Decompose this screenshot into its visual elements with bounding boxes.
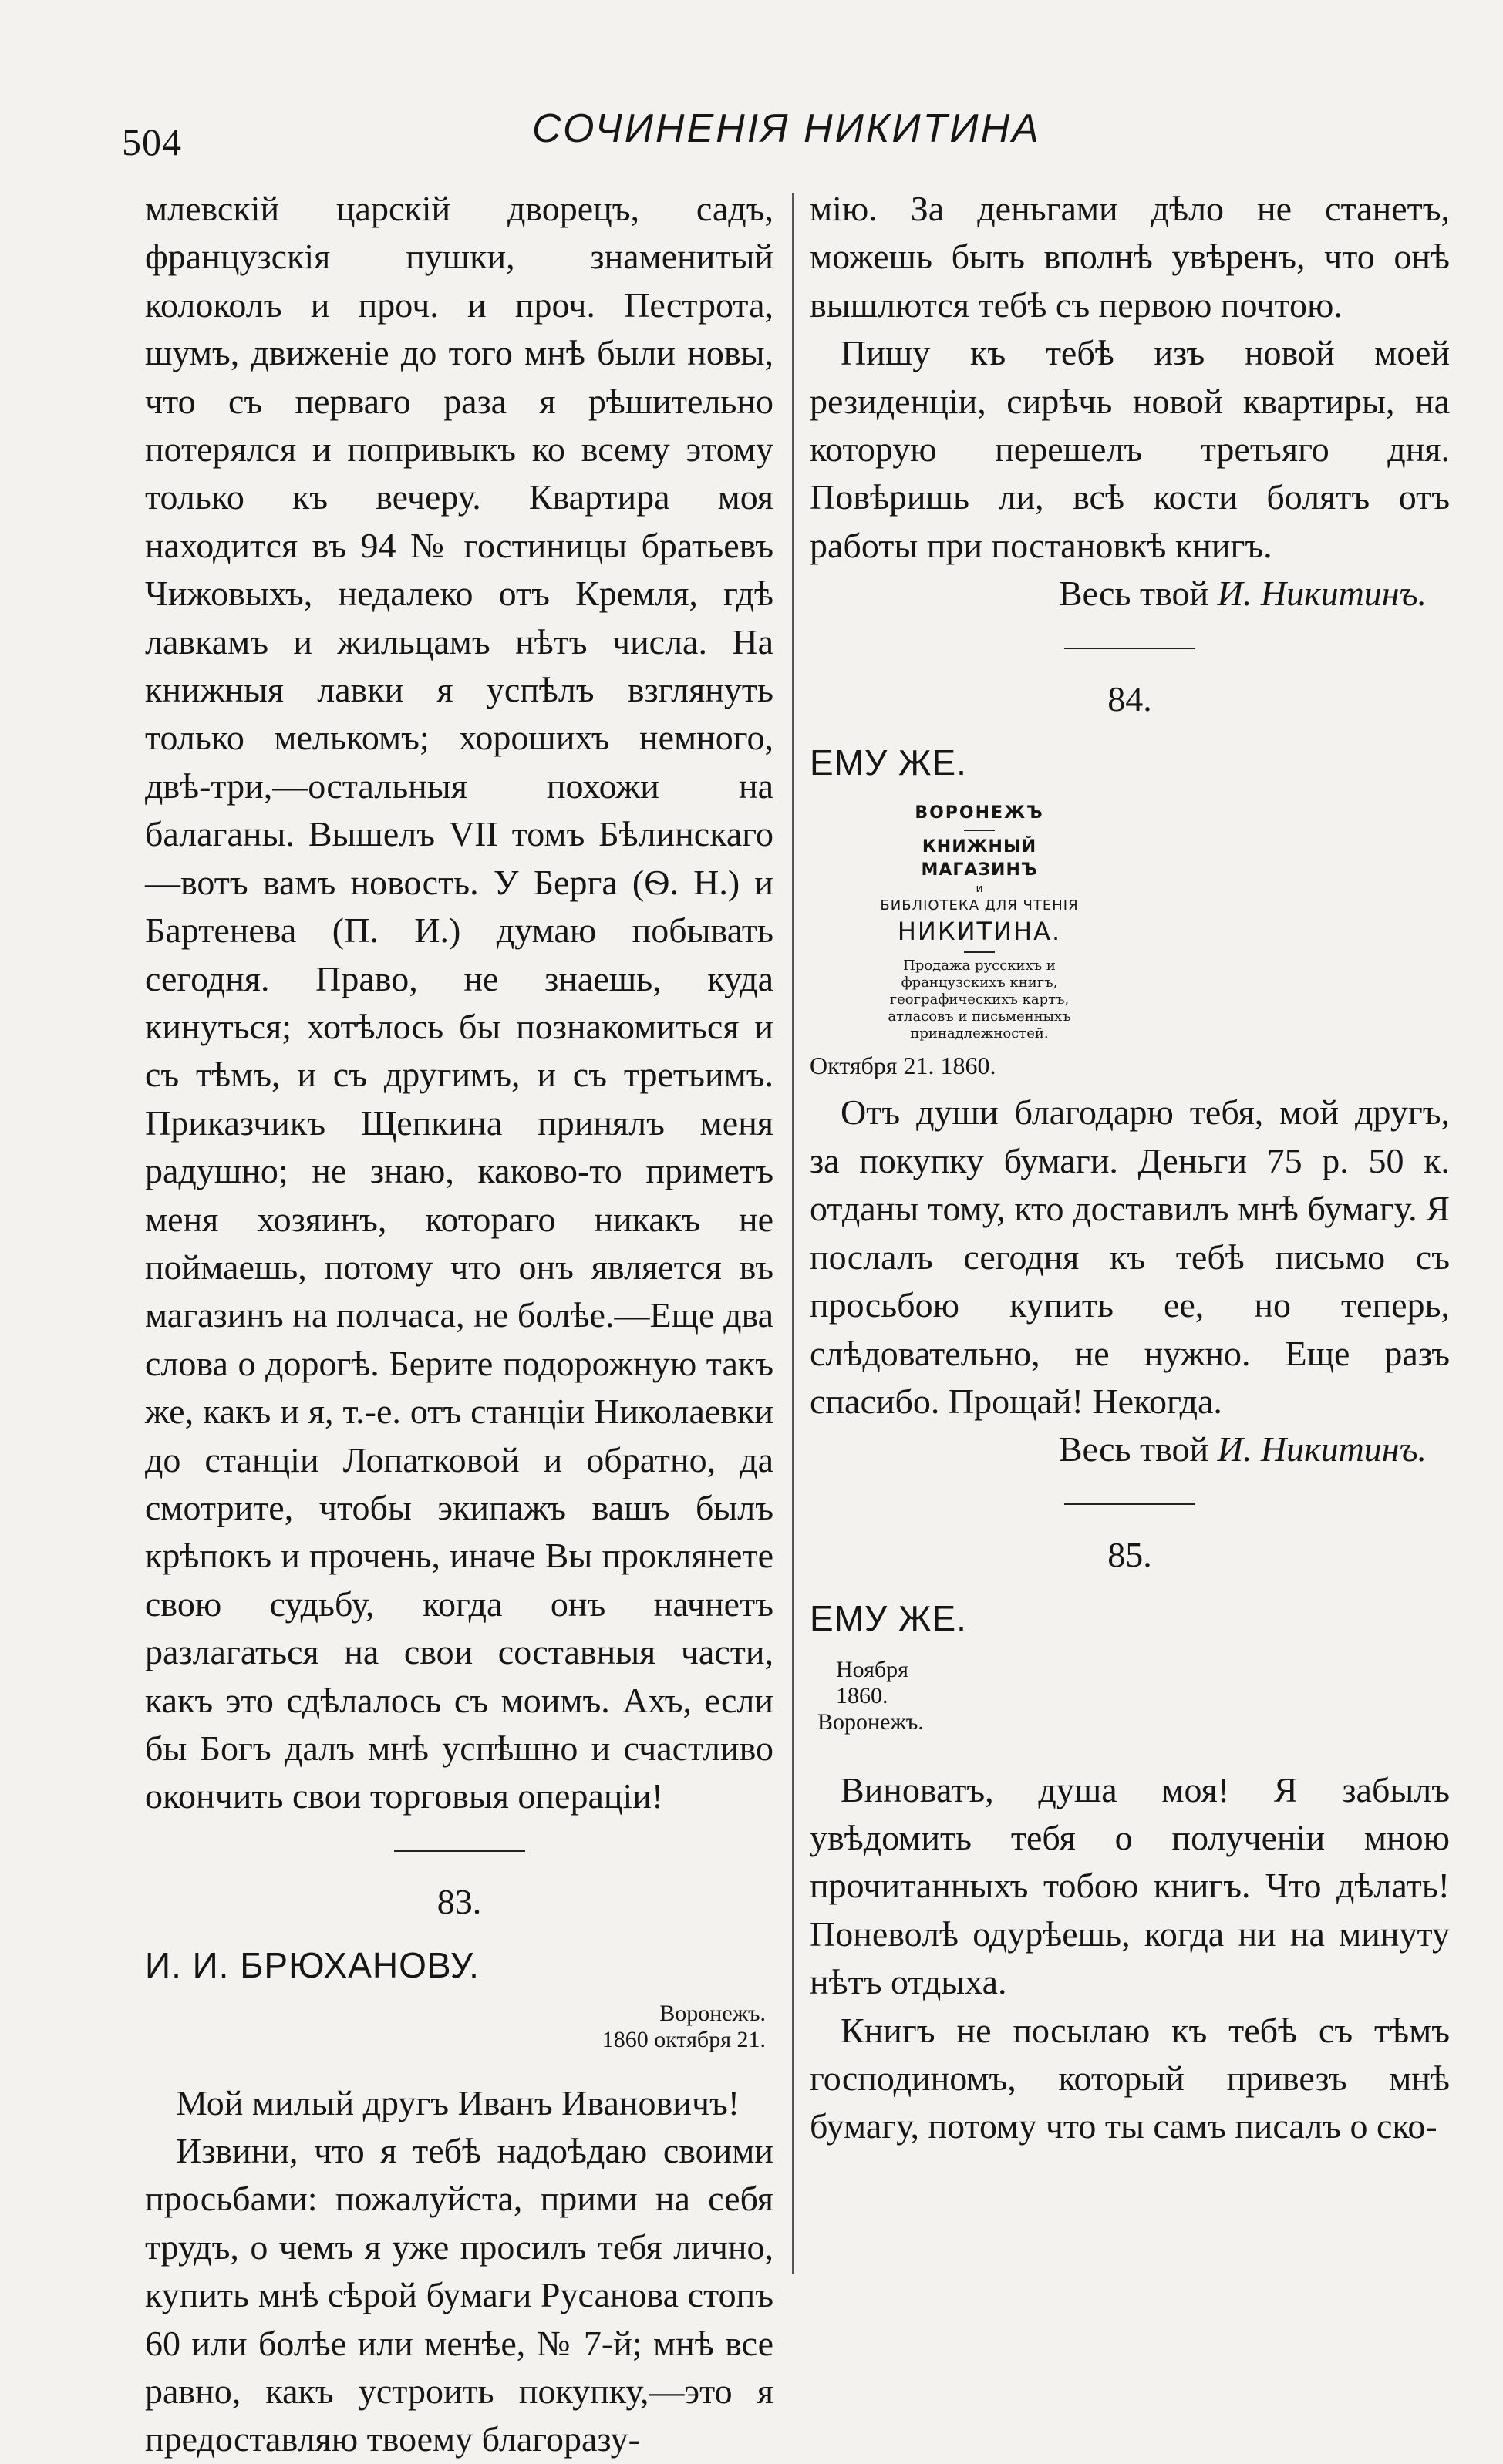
letterhead-rule [964, 951, 995, 953]
right-column [810, 185, 1450, 2151]
letter-82-paragraph: Пишу къ тебѣ изъ новой моей резиденціи, сирѣчь новой квартиры, на которую перешелъ третьяго дня. Повѣришь ли, всѣ кости болятъ отъ работы при постановкѣ книгъ. [810, 333, 1450, 565]
letterhead-shop: КНИЖНЫЙ МАГАЗИНЪ [921, 837, 1038, 880]
signature-name: И. Никитинъ. [1217, 1429, 1427, 1469]
letter-83-place: Воронежъ. [659, 2000, 766, 2026]
letterhead-and: и [976, 883, 983, 896]
signature [810, 570, 1450, 618]
running-header [0, 96, 1503, 163]
letterhead-owner: НИКИТИНА. [897, 917, 1062, 947]
continued-letter-paragraph: млевскій царскій дворецъ, садъ, французскія пушки, знаменитый колоколъ и проч. и проч. Пестрота, шумъ, движеніе до того мнѣ были новы, что съ перваго раза я рѣшительно потерялся и попривыкъ ко всему этому только къ вечеру. Квартира моя находится въ 94 № гостиницы братьевъ Чижовыхъ, недалеко отъ Кремля, гдѣ лавкамъ и жильцамъ нѣтъ числа. На книжныя лавки я успѣлъ взглянуть только мелькомъ; хорошихъ немного, двѣ-три,—остальныя похожи на балаганы. Вышелъ VII томъ Бѣлинскаго—вотъ вамъ новость. У Берга (Ѳ. Н.) и Бартенева (П. И.) думаю побывать сегодня. Право, не знаешь, куда кинуться; хотѣлось бы познакомиться и съ тѣмъ, и съ другимъ, и съ третьимъ. Приказчикъ Щепкина принялъ меня радушно; не знаю, каково-то приметъ меня хозяинъ, котораго никакъ не поймаешь, потому что онъ является въ магазинъ на полчаса, не болѣе.—Еще два слова о дорогѣ. Берите подорожную такъ же, какъ и я, т.-е. отъ станціи Николаевки до станціи Лопатковой и обратно, да смотрите, чтобы экипажъ вашъ былъ крѣпокъ и прочень, иначе Вы проклянете свою судьбу, когда онъ начнетъ разлагаться на свои составныя части, какъ это сдѣлалось съ моимъ. Ахъ, если бы Богъ далъ мнѣ успѣшно и счастливо окончить свои торговыя операціи! [145, 189, 773, 1816]
letter-number-84: 84. [1107, 678, 1152, 719]
letter-85-year: 1860. [836, 1682, 888, 1708]
letter-82-ending: мію. За деньгами дѣло не станетъ, можешь быть вполнѣ увѣренъ, что онѣ вышлются тебѣ съ первою почтою. [810, 189, 1450, 325]
letter-85-paragraph-1: Виноватъ, душа моя! Я забылъ увѣдомить тебя о полученіи мною прочитанныхъ тобою книгъ. Что дѣлать! Поневолѣ одурѣешь, когда ни на минуту нѣтъ отдыха. [810, 1769, 1450, 2002]
letter-number-85: 85. [1107, 1534, 1152, 1574]
section-divider [394, 1850, 525, 1852]
running-title: СОЧИНЕНІЯ НИКИТИНА [532, 106, 1041, 151]
letter-84-addressee: ЕМУ ЖЕ. [810, 742, 967, 783]
letter-number-83: 83. [436, 1881, 482, 1921]
letter-83-salutation: Мой милый другъ Иванъ Ивановичъ! [176, 2082, 740, 2122]
letter-85-place: Воронежъ. [817, 1708, 924, 1735]
letterhead-services: Продажа русскихъ и французскихъ книгъ, географическихъ картъ, атласовъ и письменныхъ принадлежностей. [888, 958, 1071, 1042]
letter-85-addressee: ЕМУ ЖЕ. [810, 1598, 967, 1639]
left-column [145, 185, 773, 2464]
signature-name: И. Никитинъ. [1217, 574, 1427, 614]
section-divider [1064, 1503, 1195, 1505]
letter-85-place-date [817, 1657, 1450, 1735]
signature [810, 1426, 1450, 1473]
letterhead-stamp [864, 802, 1095, 1042]
column-divider [792, 193, 794, 2274]
letter-84-text: Отъ души благодарю тебя, мой другъ, за покупку бумаги. Деньги 75 р. 50 к. отданы тому, кто доставилъ мнѣ бумагу. Я послалъ сегодня къ тебѣ письмо съ просьбою купить ее, но теперь, слѣдовательно, не нужно. Еще разъ спасибо. Прощай! Некогда. [810, 1092, 1450, 1421]
signature-prefix: Весь твой [1058, 574, 1209, 614]
signature-prefix: Весь твой [1058, 1429, 1209, 1469]
letter-83-text: Извини, что я тебѣ надоѣдаю своими просьбами: пожалуйста, прими на себя трудъ, о чемъ я уже просилъ тебя лично, купить мнѣ сѣрой бумаги Русанова стопъ 60 или болѣе или менѣе, № 7-й; мнѣ все равно, какъ устроить покупку,—это я предоставляю твоему благоразу- [145, 2131, 773, 2459]
page-number: 504 [122, 120, 182, 163]
letter-83-addressee: И. И. БРЮХАНОВУ. [145, 1945, 480, 1986]
section-divider [1064, 648, 1195, 649]
letterhead-rule [964, 830, 995, 831]
letter-84-date: Октября 21. 1860. [810, 1052, 996, 1080]
letter-83-place-date [145, 2001, 766, 2053]
letterhead-library: БИБЛІОТЕКА ДЛЯ ЧТЕНІЯ [880, 897, 1079, 914]
letterhead-city: ВОРОНЕЖЪ [915, 803, 1044, 823]
letter-85-paragraph-2: Книгъ не посылаю къ тебѣ съ тѣмъ господиномъ, который привезъ мнѣ бумагу, потому что ты самъ писалъ о ско- [810, 2010, 1450, 2146]
letter-85-month: Ноября [836, 1656, 908, 1682]
letter-83-date: 1860 октября 21. [602, 2026, 766, 2052]
